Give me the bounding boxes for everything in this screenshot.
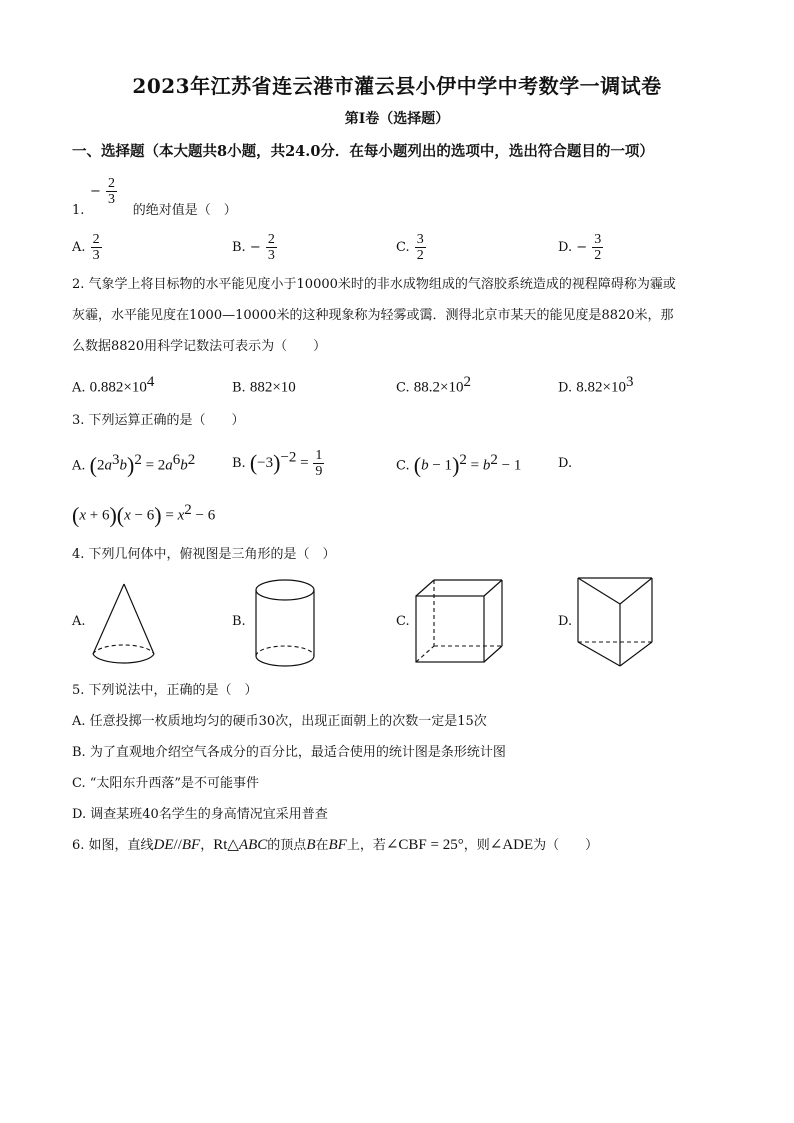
question-4-stem: 4. 下列几何体中，俯视图是三角形的是（ ）: [72, 547, 336, 562]
q3-option-d[interactable]: $(x + 6)(x - 6) = x^2 - 6$: [72, 502, 216, 528]
section-heading: 一、选择题（本大题共8小题，共24.0分．在每小题列出的选项中，选出符合题目的一项）: [72, 143, 654, 160]
q1-option-b[interactable]: B. − $\frac{2}{3}$: [232, 232, 275, 263]
page-subtitle: 第I卷（选择题）: [344, 111, 450, 127]
question-2-line-3: 么数据8820用科学记数法可表示为（ ）: [72, 339, 327, 354]
q3-option-c[interactable]: C. $(b - 1)^2 = b^2 - 1$: [396, 452, 522, 478]
page-title: 2023年江苏省连云港市灌云县小伊中学中考数学一调试卷: [132, 74, 662, 98]
q2-option-b[interactable]: B. 882×10: [232, 379, 296, 396]
q1-option-c[interactable]: C. $\frac{3}{2}$: [396, 232, 424, 263]
question-5-stem: 5. 下列说法中，正确的是（ ）: [72, 683, 258, 698]
q5-option-d[interactable]: D. 调查某班40名学生的身高情况宜采用普查: [72, 807, 328, 822]
cube-icon: [412, 576, 508, 668]
q4-label-c[interactable]: C.: [396, 614, 410, 629]
q1-option-d[interactable]: D. − $\frac{3}{2}$: [558, 232, 602, 263]
question-6-stem: 6. 如图，直线DE//BF，Rt△ABC的顶点B在BF上，若∠CBF = 25°，则∠ADE为（ ）: [72, 837, 599, 853]
question-2-line-2: 灰霾，水平能见度在1000—10000米的这种现象称为轻雾或霭．测得北京市某天的能见度是8820米，那: [72, 308, 674, 323]
cylinder-icon: [252, 576, 318, 672]
cone-icon: [88, 580, 160, 668]
q1-fraction: $\frac{2}{3}$: [108, 176, 116, 207]
triangular-prism-icon: [574, 574, 656, 670]
q2-option-d[interactable]: D. $8.82\times 10^3$: [558, 374, 634, 396]
q2-option-c[interactable]: C. $88.2\times 10^2$: [396, 374, 471, 396]
q1-option-a[interactable]: A. $\frac{2}{3}$: [72, 232, 100, 263]
q4-label-b[interactable]: B.: [232, 614, 246, 629]
question-2-line-1: 2. 气象学上将目标物的水平能见度小于10000米时的非水成物组成的气溶胶系统造成的视程障碍称为霾或: [72, 277, 676, 292]
q5-option-b[interactable]: B. 为了直观地介绍空气各成分的百分比，最适合使用的统计图是条形统计图: [72, 745, 506, 760]
q3-option-d-label[interactable]: D.: [558, 456, 573, 471]
question-3-stem: 3. 下列运算正确的是（ ）: [72, 413, 245, 428]
q4-label-d[interactable]: D.: [558, 614, 573, 629]
q1-text: 的绝对值是（ ）: [132, 203, 237, 218]
q2-option-a[interactable]: A. $0.882\times 10^4$: [72, 374, 155, 396]
q4-label-a[interactable]: A.: [72, 614, 86, 629]
q5-option-a[interactable]: A. 任意投掷一枚质地均匀的硬币30次，出现正面朝上的次数一定是15次: [72, 714, 487, 729]
q1-number: 1.: [72, 203, 85, 218]
q3-option-b[interactable]: B. $(-3)^{-2}$ = $\frac{1}{9}$: [232, 448, 323, 479]
q5-option-c[interactable]: C. “太阳东升西落”是不可能事件: [72, 776, 260, 791]
q3-option-a[interactable]: A. $(2a^3b)^2 = 2a^6b^2$: [72, 452, 196, 478]
q1-minus: −: [90, 184, 101, 199]
